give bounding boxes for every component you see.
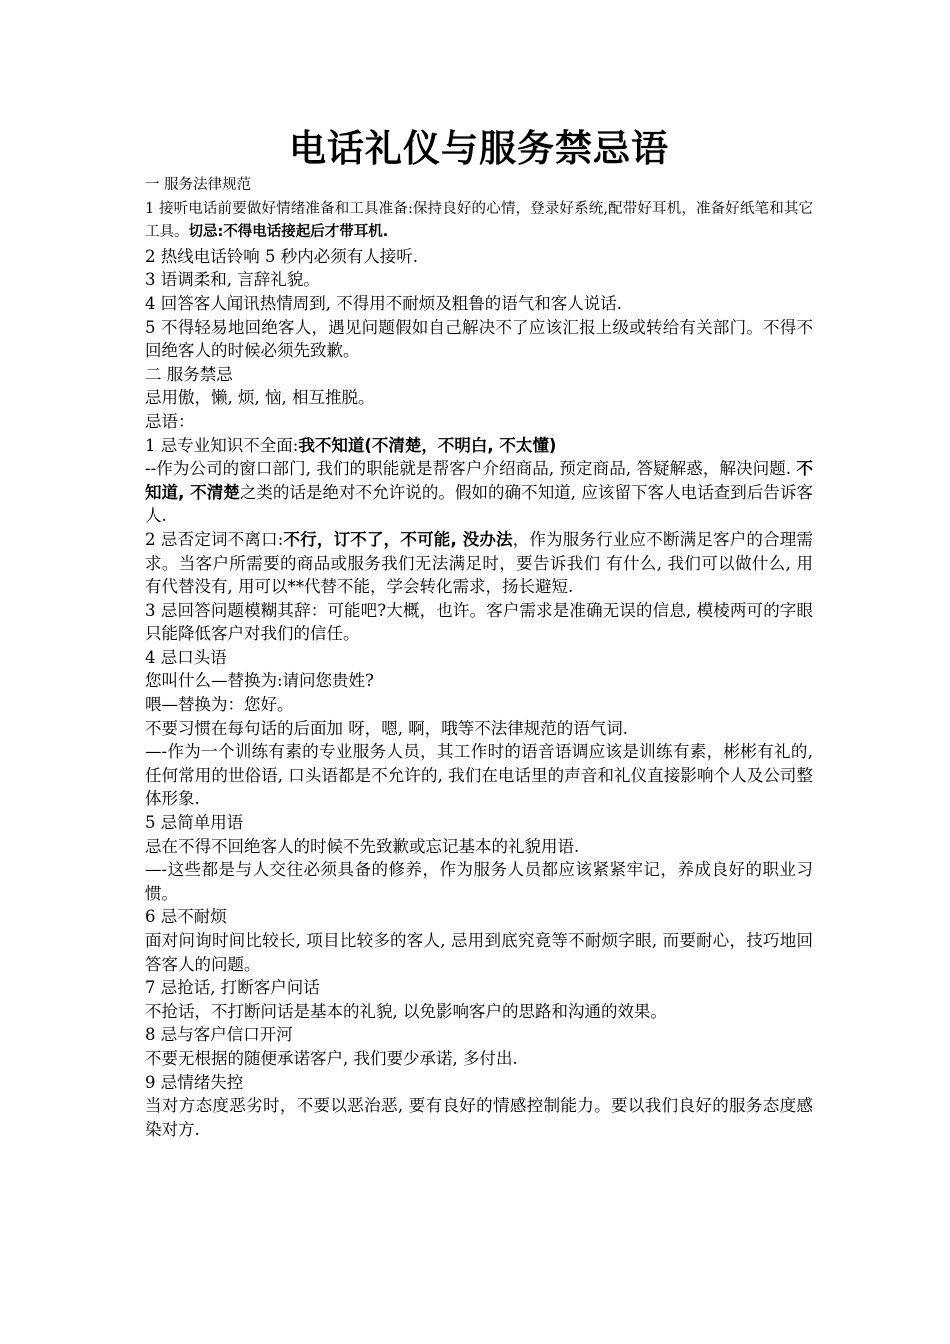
bold-text: 不知道, 不清楚: [145, 459, 813, 502]
text-run: 忌在不得不回绝客人的时候不先致歉或忘记基本的礼貌用语.: [145, 836, 580, 856]
text-run: 当对方态度恶劣时，不要以恶治恶, 要有良好的情感控制能力。要以我们良好的服务态度感染对方.: [145, 1096, 813, 1139]
paragraph: [145, 1023, 813, 1047]
text-run: 9 忌情绪失控: [145, 1072, 244, 1092]
text-run: 5 不得轻易地回绝客人，遇见问题假如自己解决不了应该汇报上级或转给有关部门。不得不回绝客人的时候必须先致歉。: [145, 317, 813, 361]
text-run: 面对问询时间比较长, 项目比较多的客人, 忌用到底究竟等不耐烦字眼, 而要耐心，技巧地回答客人的问题。: [145, 931, 813, 974]
bold-text: 切忌:不得电话接起后才带耳机.: [188, 224, 389, 241]
text-run: 5 忌简单用语: [145, 813, 244, 833]
paragraph: [145, 292, 813, 316]
text-run: 您叫什么—替换为:请问您贵姓?: [145, 671, 374, 691]
text-run: 喂—替换为：您好。: [145, 695, 294, 715]
text-run: ，作为服务行业应不断满足客户的合理需求。当客户所需要的商品或服务我们无法满足时，要告诉我们 有什么, 我们可以做什么, 用有代替没有, 用可以**代替不能，学会转化需求，扬长避短.: [145, 529, 813, 597]
text-run: —-作为一个训练有素的专业服务人员，其工作时的语音语调应该是训练有素，彬彬有礼的, 任何常用的世俗语, 口头语都是不允许的, 我们在电话里的声音和礼仪直接影响个人及公司整体形象.: [145, 742, 813, 809]
text-run: 7 忌抢话, 打断客户问话: [145, 978, 320, 998]
text-run: 4 回答客人闻讯热情周到, 不得用不耐烦及粗鲁的语气和客人说话.: [145, 293, 622, 313]
paragraph: [145, 929, 813, 976]
paragraph: [145, 386, 813, 410]
text-run: 6 忌不耐烦: [145, 907, 227, 927]
paragraph: [145, 811, 813, 835]
text-run: 二 服务禁忌: [145, 364, 233, 384]
text-run: 不抢话，不打断问话是基本的礼貌, 以免影响客户的思路和沟通的效果。: [145, 1001, 667, 1021]
bold-text: 不行，订不了，不可能, 没办法: [283, 529, 513, 549]
paragraph: [145, 245, 813, 269]
paragraph: [145, 858, 813, 905]
paragraph: [145, 646, 813, 670]
paragraph: [145, 1094, 813, 1141]
text-run: 忌用傲，懒, 烦, 恼, 相互推脱。: [145, 388, 375, 408]
text-run: --作为公司的窗口部门, 我们的职能就是帮客户介绍商品, 预定商品, 答疑解惑，解决问题.: [145, 459, 797, 479]
paragraph: [145, 410, 813, 434]
text-run: 忌语：: [145, 411, 195, 431]
text-run: 3 语调柔和, 言辞礼貌。: [145, 270, 320, 290]
text-run: 不要习惯在每句话的后面加 呀，嗯, 啊，哦等不法律规范的语气词.: [145, 718, 628, 738]
text-run: —-这些都是与人交往必须具备的修养，作为服务人员都应该紧紧牢记，养成良好的职业习惯。: [145, 860, 813, 903]
text-run: 2 热线电话铃响 5 秒内必须有人接听.: [145, 246, 418, 266]
text-run: 之类的话是绝对不允许说的。假如的确不知道, 应该留下客人电话查到后告诉客人.: [145, 482, 813, 526]
text-run: 8 忌与客户信口开河: [145, 1025, 293, 1045]
paragraph: [145, 835, 813, 859]
paragraph: [145, 434, 813, 458]
text-run: 3 忌回答问题模糊其辞：可能吧?大概，也许。客户需求是准确无误的信息, 模棱两可的字眼只能降低客户对我们的信任。: [145, 600, 813, 644]
paragraph: [145, 1000, 813, 1024]
paragraph: [145, 976, 813, 1000]
paragraph: [145, 363, 813, 387]
paragraph: [145, 198, 813, 245]
paragraph: [145, 717, 813, 741]
paragraph: [145, 1071, 813, 1095]
document-title: 电话礼仪与服务禁忌语: [289, 127, 669, 170]
text-run: 1 忌专业知识不全面:: [145, 435, 299, 455]
paragraph: [145, 693, 813, 717]
paragraph: [145, 1047, 813, 1071]
text-run: 4 忌口头语: [145, 647, 227, 667]
paragraph: [145, 316, 813, 363]
paragraph: [145, 528, 813, 599]
paragraph: [145, 599, 813, 646]
text-run: 1 接听电话前要做好情绪准备和工具准备:保持良好的心情，登录好系统,配带好耳机，准备好纸笔和其它工具。: [145, 200, 813, 241]
paragraph: [145, 268, 813, 292]
paragraph: [145, 905, 813, 929]
paragraph: [145, 174, 813, 198]
text-run: 一 服务法律规范: [145, 177, 252, 193]
text-run: 不要无根据的随便承诺客户, 我们要少承诺, 多付出.: [145, 1048, 518, 1068]
paragraph: [145, 740, 813, 811]
bold-text: 我不知道(不清楚，不明白, 不太懂): [298, 435, 557, 455]
text-run: 2 忌否定词不离口:: [145, 529, 284, 549]
paragraph: [145, 457, 813, 528]
document-body: [145, 174, 813, 1141]
paragraph: [145, 669, 813, 693]
